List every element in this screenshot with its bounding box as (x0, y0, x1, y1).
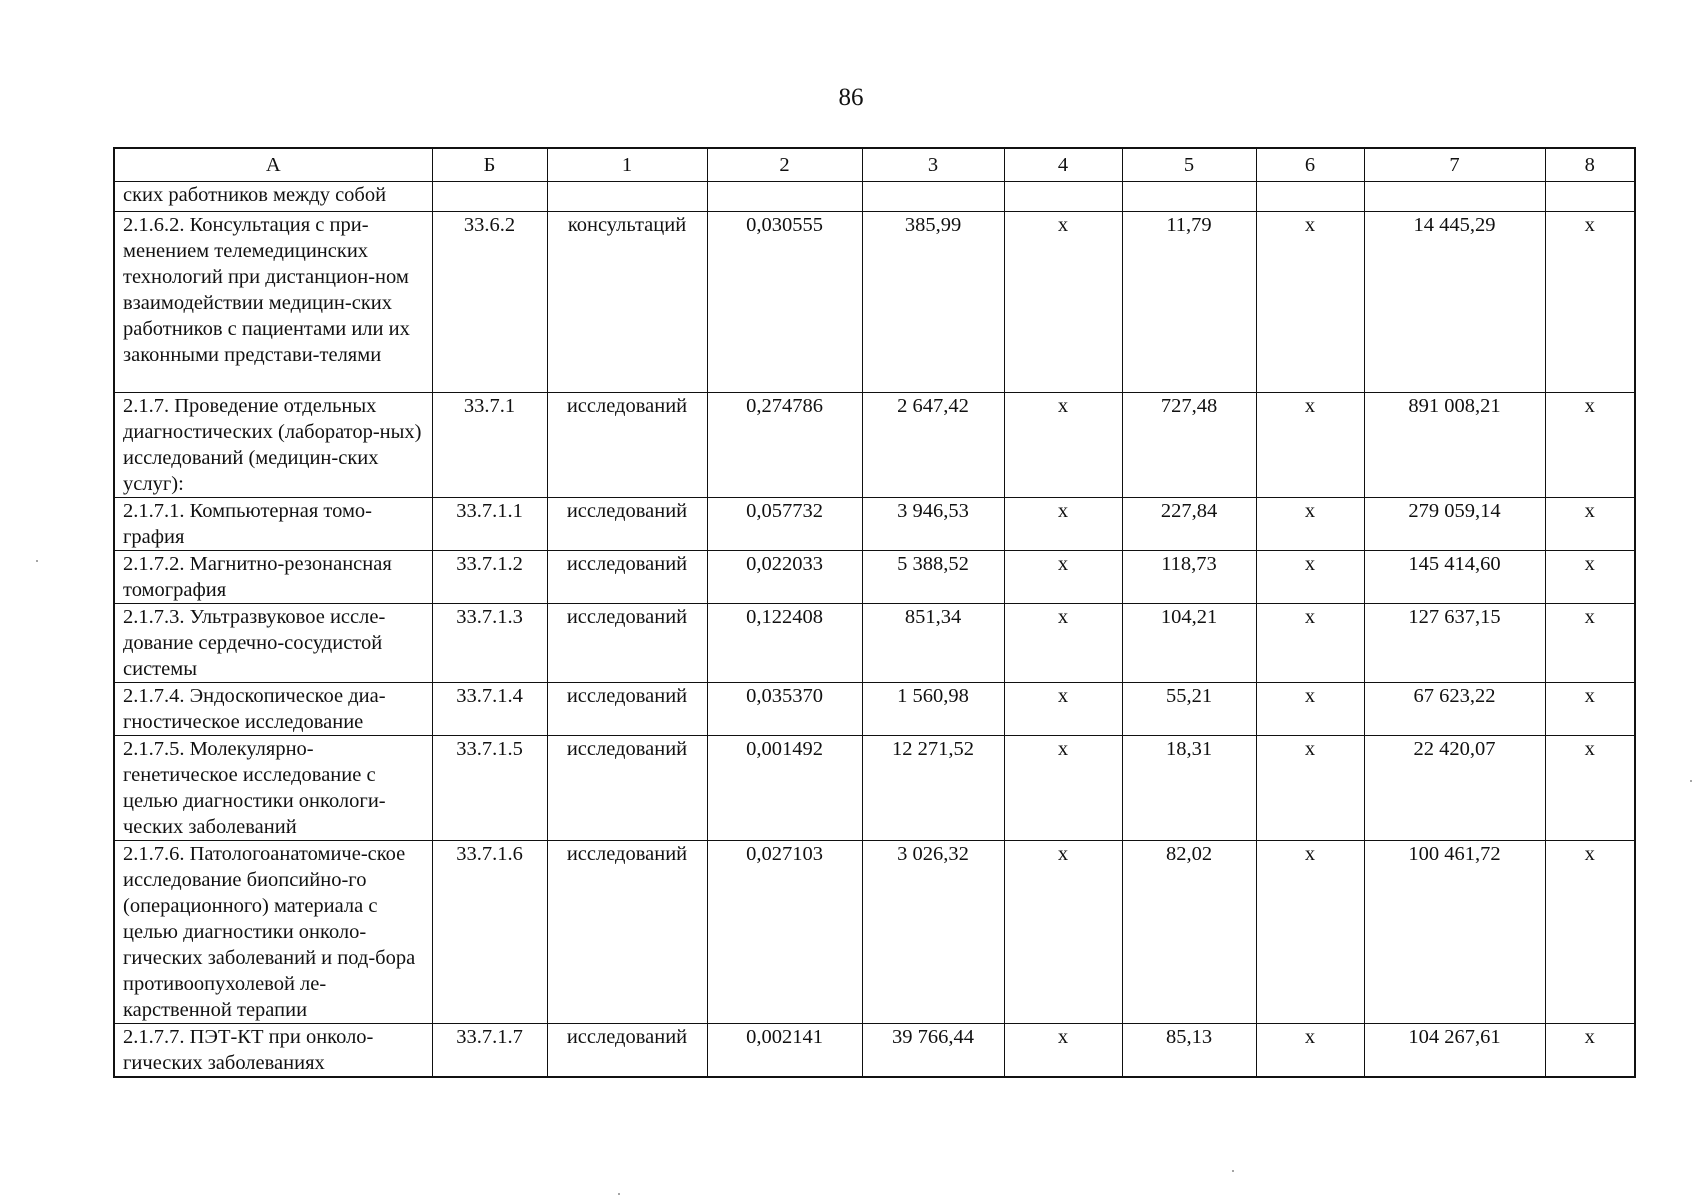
row-col-8: х (1545, 736, 1635, 841)
row-col-7: 127 637,15 (1364, 604, 1545, 683)
data-table-container (113, 147, 1634, 1078)
table-row (114, 683, 1635, 736)
row-col-6: х (1256, 212, 1364, 393)
row-unit: консультаций (547, 212, 707, 393)
row-col-7: 891 008,21 (1364, 393, 1545, 498)
row-col-5: 11,79 (1122, 212, 1256, 393)
row-col-2: 0,274786 (707, 393, 862, 498)
row-col-3: 1 560,98 (862, 683, 1004, 736)
row-col-4: х (1004, 683, 1122, 736)
header-cell-3: 3 (862, 148, 1004, 182)
header-row (114, 148, 1635, 182)
row-code: 33.7.1.1 (432, 498, 547, 551)
row-col-6: х (1256, 736, 1364, 841)
row-col-3: 5 388,52 (862, 551, 1004, 604)
table-row (114, 498, 1635, 551)
row-col-4: х (1004, 841, 1122, 1024)
row-description: 2.1.7. Проведение отдельных диагностических (лаборатор-ных) исследований (медицин-ских услуг): (114, 393, 432, 498)
header-cell-5: 5 (1122, 148, 1256, 182)
table-row (114, 182, 1635, 212)
table-row (114, 604, 1635, 683)
header-cell-b: Б (432, 148, 547, 182)
row-description: 2.1.7.1. Компьютерная томо-графия (114, 498, 432, 551)
scan-speck (36, 560, 38, 562)
row-unit: исследований (547, 1024, 707, 1078)
header-cell-a: А (114, 148, 432, 182)
row-col-5: 55,21 (1122, 683, 1256, 736)
data-table (113, 147, 1636, 1078)
row-col-3: 3 946,53 (862, 498, 1004, 551)
row-col-7: 67 623,22 (1364, 683, 1545, 736)
row-col-8: х (1545, 604, 1635, 683)
row-col-3: 3 026,32 (862, 841, 1004, 1024)
row-unit: исследований (547, 683, 707, 736)
row-code: 33.7.1 (432, 393, 547, 498)
row-col-4: х (1004, 736, 1122, 841)
table-row (114, 841, 1635, 1024)
row-col-5: 18,31 (1122, 736, 1256, 841)
row-code: 33.7.1.6 (432, 841, 547, 1024)
row-code: 33.6.2 (432, 212, 547, 393)
row-col-2: 0,001492 (707, 736, 862, 841)
table-row (114, 736, 1635, 841)
row-col-2: 0,035370 (707, 683, 862, 736)
row-col-2: 0,002141 (707, 1024, 862, 1078)
row-col-7: 104 267,61 (1364, 1024, 1545, 1078)
row-col-7: 14 445,29 (1364, 212, 1545, 393)
row-col-7: 279 059,14 (1364, 498, 1545, 551)
row-col-5: 82,02 (1122, 841, 1256, 1024)
row-col-4: х (1004, 551, 1122, 604)
row-col-4 (1004, 182, 1122, 212)
row-col-4: х (1004, 393, 1122, 498)
row-col-8: х (1545, 498, 1635, 551)
header-cell-6: 6 (1256, 148, 1364, 182)
scan-speck (618, 1193, 620, 1195)
row-col-6: х (1256, 498, 1364, 551)
row-unit: исследований (547, 841, 707, 1024)
row-col-2: 0,122408 (707, 604, 862, 683)
row-description: 2.1.7.6. Патологоанатомиче-ское исследование биопсийно-го (операционного) материала с целью диагностики онколо-гических заболеваний и под-бора противоопухолевой ле-карственной терапии (114, 841, 432, 1024)
row-code: 33.7.1.5 (432, 736, 547, 841)
row-description: ских работников между собой (114, 182, 432, 212)
row-col-2: 0,057732 (707, 498, 862, 551)
header-cell-8: 8 (1545, 148, 1635, 182)
row-col-4: х (1004, 604, 1122, 683)
page-number: 86 (838, 84, 864, 111)
row-col-6: х (1256, 1024, 1364, 1078)
row-unit (547, 182, 707, 212)
row-col-6: х (1256, 604, 1364, 683)
row-col-3: 385,99 (862, 212, 1004, 393)
row-description: 2.1.7.4. Эндоскопическое диа-гностическое исследование (114, 683, 432, 736)
row-unit: исследований (547, 736, 707, 841)
row-col-3: 12 271,52 (862, 736, 1004, 841)
header-cell-4: 4 (1004, 148, 1122, 182)
row-code: 33.7.1.7 (432, 1024, 547, 1078)
table-row (114, 551, 1635, 604)
row-code: 33.7.1.4 (432, 683, 547, 736)
row-description: 2.1.7.2. Магнитно-резонансная томография (114, 551, 432, 604)
row-col-6: х (1256, 551, 1364, 604)
row-col-3: 39 766,44 (862, 1024, 1004, 1078)
row-unit: исследований (547, 551, 707, 604)
row-col-3: 2 647,42 (862, 393, 1004, 498)
table-row (114, 212, 1635, 393)
table-row (114, 393, 1635, 498)
row-col-7: 100 461,72 (1364, 841, 1545, 1024)
row-description: 2.1.6.2. Консультация с при-менением телемедицинских технологий при дистанцион-ном взаимодействии медицин-ских работников с пациентами или их законными представи-телями (114, 212, 432, 393)
row-col-4: х (1004, 212, 1122, 393)
row-col-4: х (1004, 1024, 1122, 1078)
row-col-2 (707, 182, 862, 212)
row-col-3 (862, 182, 1004, 212)
row-col-8: х (1545, 393, 1635, 498)
header-cell-7: 7 (1364, 148, 1545, 182)
row-col-5: 118,73 (1122, 551, 1256, 604)
row-description: 2.1.7.3. Ультразвуковое иссле-дование сердечно-сосудистой системы (114, 604, 432, 683)
scan-speck (1232, 1170, 1234, 1172)
row-col-3: 851,34 (862, 604, 1004, 683)
row-col-2: 0,030555 (707, 212, 862, 393)
row-col-5: 85,13 (1122, 1024, 1256, 1078)
row-col-2: 0,027103 (707, 841, 862, 1024)
scan-speck (1690, 780, 1692, 782)
row-code: 33.7.1.3 (432, 604, 547, 683)
row-description: 2.1.7.7. ПЭТ-КТ при онколо-гических заболеваниях (114, 1024, 432, 1078)
row-description: 2.1.7.5. Молекулярно-генетическое исследование с целью диагностики онкологи-ческих заболеваний (114, 736, 432, 841)
header-cell-1: 1 (547, 148, 707, 182)
header-cell-2: 2 (707, 148, 862, 182)
row-col-7 (1364, 182, 1545, 212)
row-unit: исследований (547, 604, 707, 683)
table-row (114, 1024, 1635, 1078)
row-unit: исследований (547, 498, 707, 551)
row-code: 33.7.1.2 (432, 551, 547, 604)
row-col-6: х (1256, 683, 1364, 736)
row-col-4: х (1004, 498, 1122, 551)
row-col-8: х (1545, 683, 1635, 736)
row-col-6: х (1256, 841, 1364, 1024)
row-col-5 (1122, 182, 1256, 212)
row-col-8: х (1545, 551, 1635, 604)
row-code (432, 182, 547, 212)
row-col-8 (1545, 182, 1635, 212)
row-col-2: 0,022033 (707, 551, 862, 604)
row-col-6 (1256, 182, 1364, 212)
row-col-5: 727,48 (1122, 393, 1256, 498)
row-unit: исследований (547, 393, 707, 498)
row-col-7: 145 414,60 (1364, 551, 1545, 604)
row-col-7: 22 420,07 (1364, 736, 1545, 841)
row-col-5: 227,84 (1122, 498, 1256, 551)
row-col-6: х (1256, 393, 1364, 498)
row-col-8: х (1545, 212, 1635, 393)
row-col-8: х (1545, 841, 1635, 1024)
row-col-8: х (1545, 1024, 1635, 1078)
row-col-5: 104,21 (1122, 604, 1256, 683)
